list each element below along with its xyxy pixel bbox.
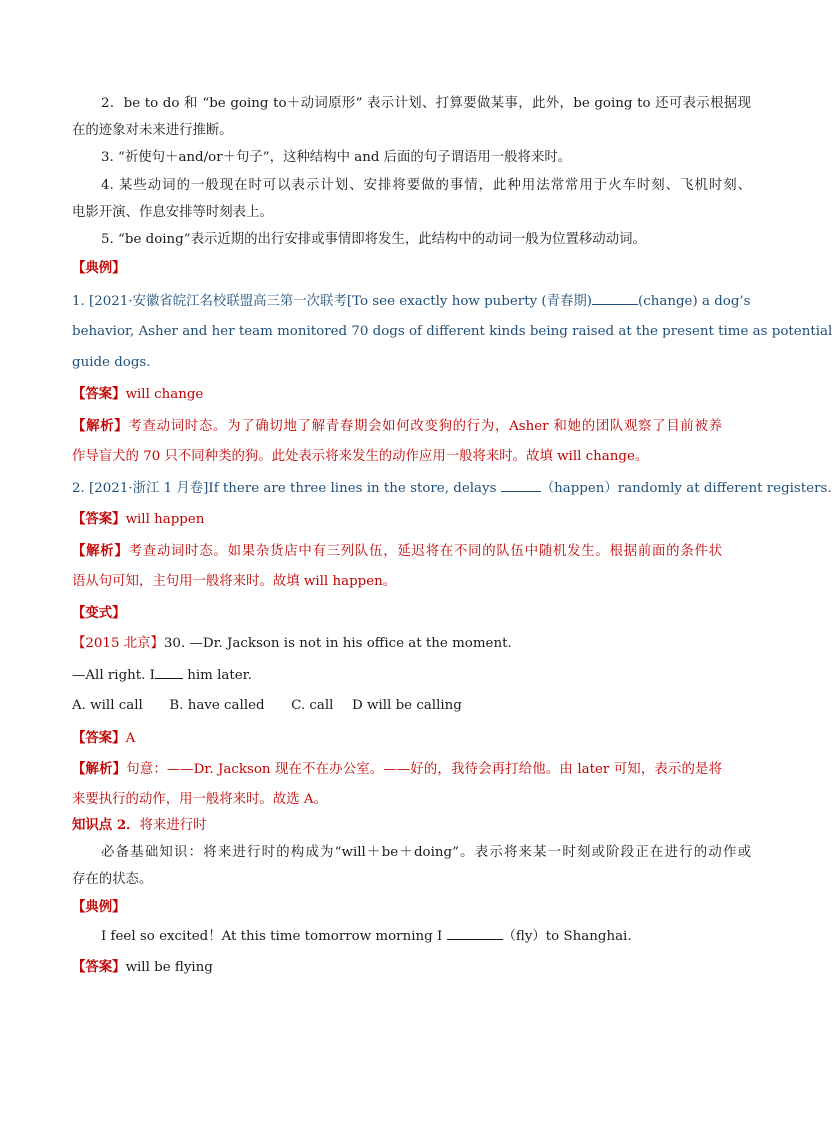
- variant-question-line-2: [72, 665, 722, 686]
- knowledge-point-2-title: [72, 815, 722, 836]
- question-1-line-3: guide dogs.: [72, 355, 151, 370]
- answer-label: 【答案】: [72, 386, 126, 402]
- kp2-basic-line-2: 存在的状态。: [72, 872, 153, 887]
- option-d: D will be calling: [352, 698, 462, 713]
- question-2: [72, 478, 832, 499]
- analysis-label: 【解析】: [72, 543, 129, 559]
- answer-text: A: [125, 731, 136, 746]
- variant-reply-tail: him later.: [187, 668, 252, 683]
- variant-question-text: 30. —Dr. Jackson is not in his office at the moment.: [163, 636, 512, 651]
- example-heading: 【典例】: [72, 260, 126, 276]
- question-2-stem: 2. [2021·浙江 1 月卷]If there are three lines in the store, delays: [72, 481, 497, 496]
- variant-question-line-1: [72, 634, 722, 654]
- note-2-line-2: 在的迹象对未来进行推断。: [72, 123, 233, 138]
- note-2-line-1: 2．be to do 和 “be going to＋动词原形” 表示计划、打算要做某事，此外，be going to 还可表示根据现: [101, 96, 751, 111]
- answer-text: will change: [125, 387, 204, 402]
- answer-blank: [447, 926, 503, 940]
- option-b: B. have called: [169, 698, 265, 713]
- analysis-label: 【解析】: [72, 418, 129, 434]
- kp-title: 将来进行时: [139, 818, 207, 833]
- analysis-text: 考查动词时态。如果杂货店中有三列队伍，延迟将在不同的队伍中随机发生。根据前面的条件状: [128, 544, 723, 559]
- answer-blank: [501, 478, 541, 492]
- variant-source: 【2015 北京】: [72, 636, 164, 651]
- question-1-analysis-line-2: 作导盲犬的 70 只不同种类的狗。此处表示将来发生的动作应用一般将来时。故填 will change。: [72, 449, 649, 464]
- question-1-line-1: [72, 291, 751, 312]
- question-1-analysis-line-1: [72, 416, 722, 437]
- answer-blank: [592, 291, 638, 305]
- note-4-line-2: 电影开演、作息安排等时刻表上。: [72, 205, 273, 220]
- kp-label: 知识点 2．: [72, 817, 140, 833]
- question-1-line-2: behavior, Asher and her team monitored 70 dogs of different kinds being raised at the present time as potential: [72, 324, 832, 339]
- kp2-example-heading: 【典例】: [72, 899, 126, 915]
- analysis-text: 句意：——Dr. Jackson 现在不在办公室。——好的，我待会再打给他。由 later 可知，表示的是将: [126, 762, 722, 777]
- answer-label: 【答案】: [72, 730, 126, 746]
- note-4-line-1: 4. 某些动词的一般现在时可以表示计划、安排将要做的事情，此种用法常常用于火车时刻、飞机时刻、: [101, 178, 751, 193]
- question-1-answer: [72, 384, 722, 405]
- answer-blank: [155, 665, 183, 679]
- question-2-analysis-line-2: 语从句可知，主句用一般将来时。故填 will happen。: [72, 574, 397, 589]
- answer-label: 【答案】: [72, 511, 126, 527]
- note-3: 3. “祈使句＋and/or＋句子”，这种结构中 and 后面的句子谓语用一般将来时。: [101, 150, 572, 165]
- variant-heading: 【变式】: [72, 605, 126, 621]
- question-2-analysis-line-1: [72, 541, 722, 562]
- note-5: 5. “be doing”表示近期的出行安排或事情即将发生，此结构中的动词一般为位置移动动词。: [101, 232, 646, 247]
- variant-options: [72, 696, 722, 716]
- analysis-text: 考查动词时态。为了确切地了解青春期会如何改变狗的行为，Asher 和她的团队观察了目前被养: [128, 419, 723, 434]
- answer-text: will be flying: [125, 960, 213, 975]
- kp2-question-hint: （fly）to Shanghai.: [502, 929, 632, 944]
- kp2-basic-line-1: 必备基础知识：将来进行时的构成为“will＋be＋doing”。表示将来某一时刻或阶段正在进行的动作或: [101, 845, 751, 860]
- answer-label: 【答案】: [72, 959, 126, 975]
- option-c: C. call: [291, 698, 334, 713]
- option-a: A. will call: [72, 698, 143, 713]
- variant-reply-text: —All right. I: [72, 668, 155, 683]
- variant-analysis-line-2: 来要执行的动作，用一般将来时。故选 A。: [72, 792, 327, 807]
- analysis-label: 【解析】: [72, 761, 127, 777]
- question-2-hint: （happen）randomly at different registers.: [540, 481, 832, 496]
- variant-analysis-line-1: [72, 759, 722, 780]
- question-1-hint: (change) a dog’s: [638, 294, 751, 309]
- kp2-question: [101, 926, 751, 947]
- question-2-answer: [72, 509, 722, 530]
- variant-answer: [72, 728, 722, 749]
- kp2-answer: [72, 957, 722, 978]
- question-1-stem: 1. [2021·安徽省皖江名校联盟高三第一次联考[To see exactly how puberty (青春期): [72, 294, 593, 309]
- kp2-question-stem: I feel so excited！At this time tomorrow morning I: [101, 929, 443, 944]
- answer-text: will happen: [125, 512, 205, 527]
